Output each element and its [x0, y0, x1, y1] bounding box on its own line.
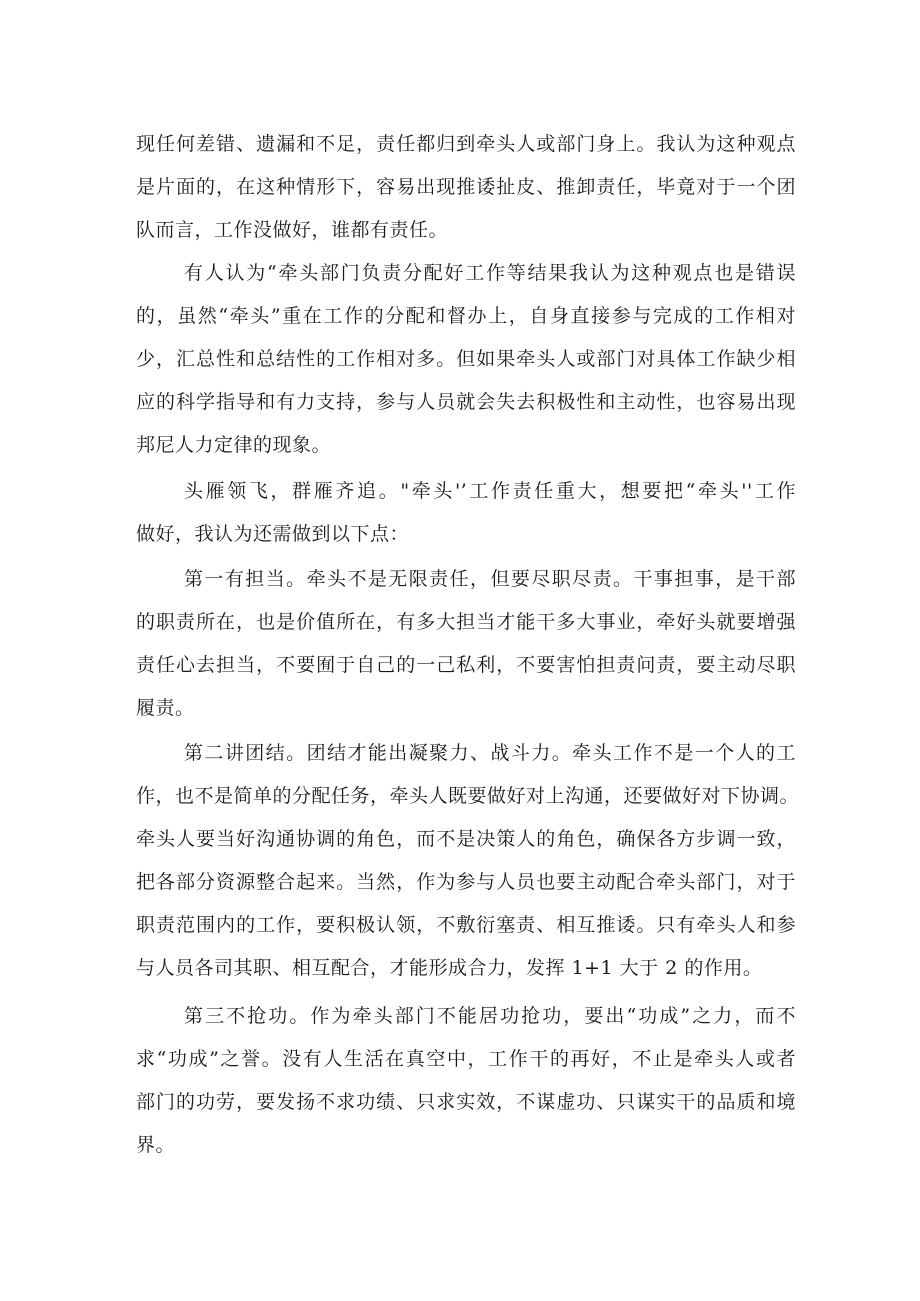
text-line: 作，也不是简单的分配任务，牵头人既要做好对上沟通，还要做好对下协调。: [136, 785, 800, 807]
text-line: 把各部分资源整合起来。当然，作为参与人员也要主动配合牵头部门，对于: [136, 871, 796, 893]
text-line: 队而言，工作没做好，谁都有责任。: [136, 219, 449, 241]
text-line: 应的科学指导和有力支持，参与人员就会失去积极性和主动性，也容易出现: [136, 391, 796, 413]
text-line: 部门的功劳，要发扬不求功绩、只求实效，不谋虚功、只谋实干的品质和境: [136, 1091, 796, 1113]
text-line: 的，虽然“牵头”重在工作的分配和督办上，自身直接参与完成的工作相对: [136, 305, 796, 327]
text-line: 第二讲团结。团结才能出凝聚力、战斗力。牵头工作不是一个人的工: [184, 742, 796, 764]
text-line: 求“功成”之誉。没有人生活在真空中，工作干的再好，不止是牵头人或者: [136, 1048, 796, 1070]
text-line: 界。: [136, 1134, 176, 1156]
text-line: 责任心去担当，不要囿于自己的一己私利，不要害怕担责问责，要主动尽职: [136, 654, 796, 676]
text-line: 是片面的，在这种情形下，容易出现推诿扯皮、推卸责任，毕竟对于一个团: [136, 176, 796, 198]
text-line: 职责范围内的工作，要积极认领，不敷衍塞责、相互推诿。只有牵头人和参: [136, 914, 796, 936]
text-line: 第一有担当。牵头不是无限责任，但要尽职尽责。干事担事，是干部: [184, 568, 796, 590]
text-line: 现任何差错、遗漏和不足，责任都归到牵头人或部门身上。我认为这种观点: [136, 133, 796, 155]
text-line: 做好，我认为还需做到以下点：: [136, 523, 410, 545]
text-line: 少，汇总性和总结性的工作相对多。但如果牵头人或部门对具体工作缺少相: [136, 348, 796, 370]
text-line: 牵头人要当好沟通协调的角色，而不是决策人的角色，确保各方步调一致，: [136, 828, 796, 850]
text-line: 与人员各司其职、相互配合，才能形成合力，发挥 1+1 大于 2 的作用。: [136, 957, 763, 979]
text-line: 履责。: [136, 697, 195, 719]
text-line: 邦尼人力定律的现象。: [136, 434, 332, 456]
text-line: 的职责所在，也是价值所在，有多大担当才能干多大事业，牵好头就要增强: [136, 611, 796, 633]
text-line: 有人认为“牵头部门负责分配好工作等结果我认为这种观点也是错误: [184, 262, 796, 284]
text-line: 头雁领飞，群雁齐追。"牵头'’工作责任重大，想要把“牵头''工作: [184, 480, 796, 502]
text-line: 第三不抢功。作为牵头部门不能居功抢功，要出“功成”之力，而不: [184, 1005, 796, 1027]
